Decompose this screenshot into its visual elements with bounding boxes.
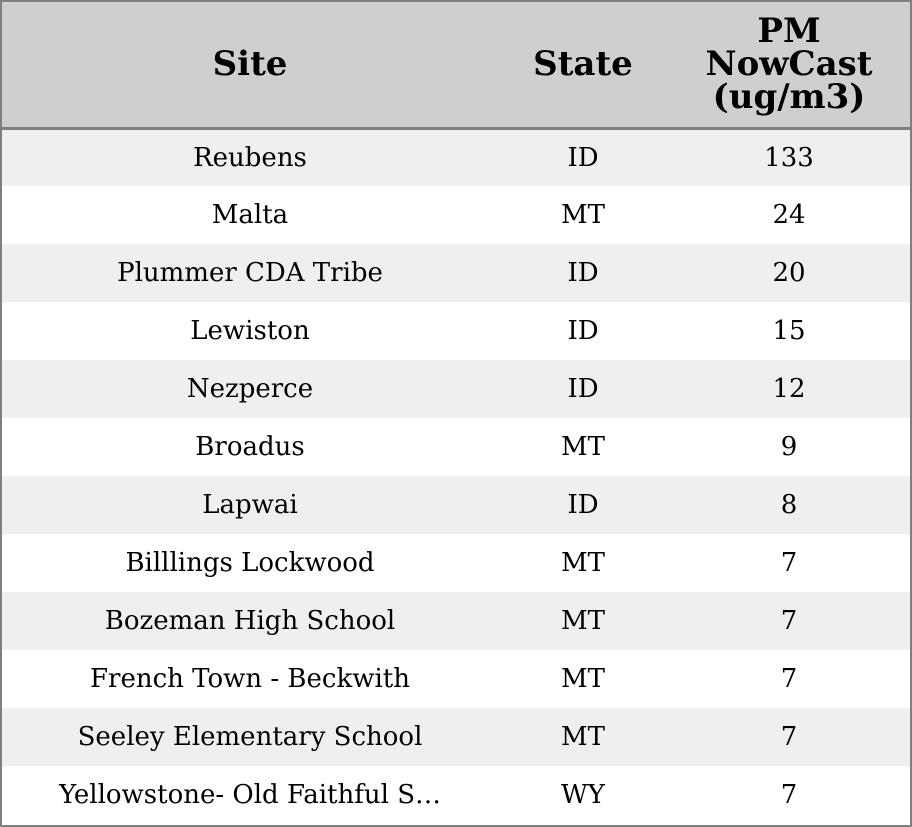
- site-cell: Yellowstone- Old Faithful S…: [58, 780, 442, 810]
- header-pm-nowcast: [668, 2, 910, 128]
- table-row: [2, 592, 910, 650]
- table-row: [2, 766, 910, 824]
- pm-cell: 7: [780, 548, 798, 578]
- table-header: [2, 2, 910, 128]
- table-row: [2, 534, 910, 592]
- site-cell: Plummer CDA Tribe: [117, 258, 383, 288]
- site-cell: Broadus: [195, 432, 305, 462]
- table-row: [2, 708, 910, 766]
- site-cell: Lewiston: [190, 316, 310, 346]
- table-row: [2, 302, 910, 360]
- pm-cell: 133: [764, 142, 814, 173]
- site-cell: Malta: [211, 200, 289, 230]
- header-site: Site: [2, 2, 498, 128]
- site-cell: French Town - Beckwith: [89, 664, 411, 694]
- site-cell: Bozeman High School: [104, 606, 396, 636]
- table-row: [2, 476, 910, 534]
- table-row: [2, 244, 910, 302]
- table-row: [2, 128, 910, 186]
- site-cell: Reubens: [193, 142, 307, 173]
- pm-cell: 7: [780, 780, 798, 810]
- header-pm-line-1: PM: [757, 10, 821, 51]
- site-cell: Lapwai: [202, 490, 298, 520]
- state-cell: ID: [567, 316, 599, 346]
- site-cell: Seeley Elementary School: [77, 722, 423, 752]
- site-cell: Nezperce: [186, 374, 314, 404]
- state-cell: MT: [561, 548, 605, 578]
- state-cell: MT: [561, 200, 605, 230]
- state-cell: ID: [567, 490, 599, 520]
- header-pm-line-2: NowCast: [705, 43, 873, 84]
- state-cell: MT: [561, 722, 605, 752]
- header-row: [2, 2, 910, 128]
- table-row: [2, 650, 910, 708]
- header-state: State: [498, 2, 668, 128]
- state-cell: ID: [567, 258, 599, 288]
- table-body: [2, 128, 910, 824]
- pm-cell: 9: [780, 432, 798, 462]
- pm-cell: 12: [772, 374, 806, 404]
- pm-cell: 8: [780, 490, 798, 520]
- state-cell: MT: [561, 606, 605, 636]
- table-row: [2, 186, 910, 244]
- state-cell: ID: [567, 142, 599, 173]
- pm-nowcast-table: [2, 2, 910, 824]
- header-pm-line-3: (ug/m3): [712, 76, 866, 117]
- site-cell: Billlings Lockwood: [125, 548, 375, 578]
- pm-cell: 20: [772, 258, 806, 288]
- state-cell: ID: [567, 374, 599, 404]
- table-row: [2, 418, 910, 476]
- state-cell: MT: [561, 432, 605, 462]
- state-cell: MT: [561, 664, 605, 694]
- pm-cell: 15: [772, 316, 806, 346]
- pm-cell: 7: [780, 722, 798, 752]
- pm-cell: 7: [780, 664, 798, 694]
- table-row: [2, 360, 910, 418]
- state-cell: WY: [561, 780, 605, 810]
- pm-cell: 24: [772, 200, 806, 230]
- pm-cell: 7: [780, 606, 798, 636]
